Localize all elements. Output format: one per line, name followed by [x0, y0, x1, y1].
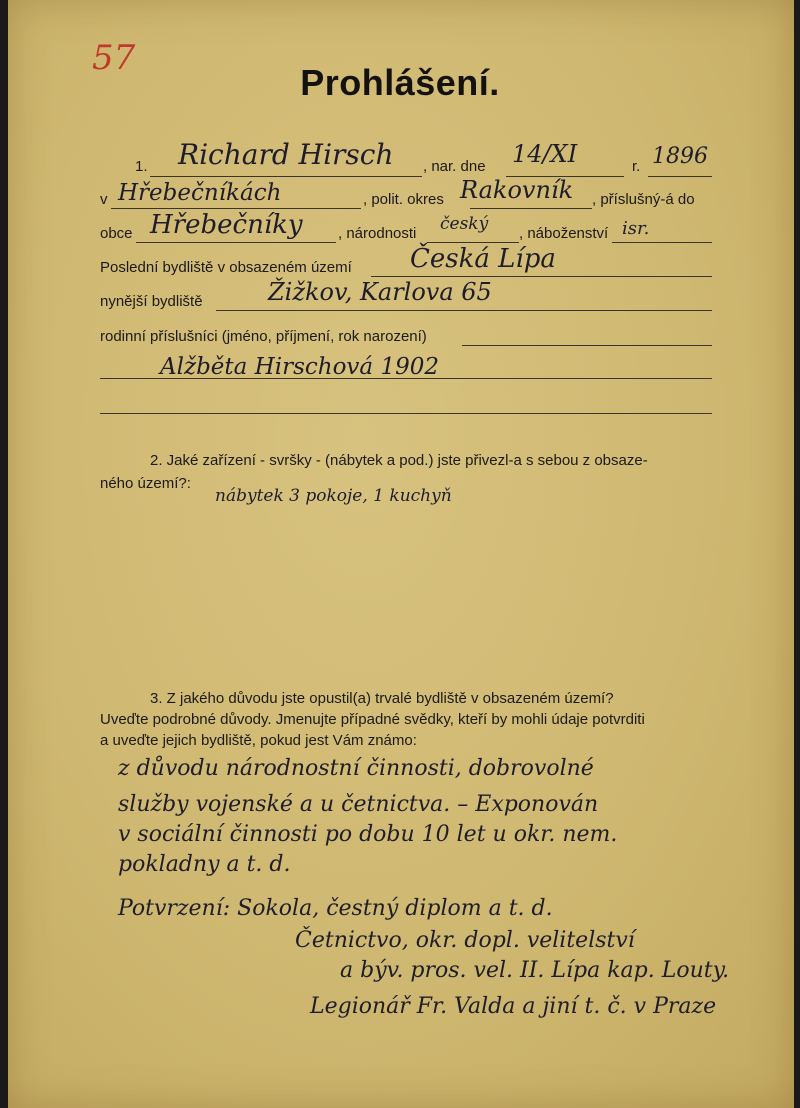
nabozenstvi-value: isr. — [622, 218, 650, 239]
section3-question-line2: Uveďte podrobné důvody. Jmenujte případné svědky, kteří by mohli údaje potvrditi — [100, 711, 645, 728]
section3-answer-line: v sociální činnosti po dobu 10 let u okr. nem. — [118, 822, 618, 847]
section3-confirm-line: Legionář Fr. Valda a jiní t. č. v Praze — [310, 994, 717, 1019]
posledni-line — [371, 276, 712, 277]
polit-okres-value: Rakovník — [460, 176, 574, 204]
name-line — [150, 176, 422, 177]
polit-okres-line — [470, 208, 592, 209]
section3-answer-line: služby vojenské a u četnictva. – Exponován — [118, 792, 599, 817]
r-label: r. — [632, 158, 641, 175]
section2-question-line2: ného území?: — [100, 475, 191, 492]
nabozenstvi-line — [612, 242, 712, 243]
rodinni-label: rodinní příslušníci (jméno, příjmení, rok narození) — [100, 328, 427, 345]
posledni-label: Poslední bydliště v obsazeném území — [100, 259, 352, 276]
rodinni-value: Alžběta Hirschová 1902 — [160, 354, 439, 380]
narodnosti-value: český — [440, 214, 489, 234]
obce-line — [136, 242, 336, 243]
obce-value: Hřebečníky — [150, 210, 303, 240]
v-line — [111, 208, 361, 209]
narodnosti-line — [427, 242, 519, 243]
obce-label: obce — [100, 225, 133, 242]
polit-okres-label: , polit. okres — [363, 191, 444, 208]
nar-dne-label: , nar. dne — [423, 158, 486, 175]
name-value: Richard Hirsch — [178, 138, 394, 171]
r-line — [648, 176, 712, 177]
section2-question-line1: 2. Jaké zařízení - svršky - (nábytek a pod.) jste přivezl-a s sebou z obsaze- — [150, 452, 648, 469]
v-value: Hřebečníkách — [118, 180, 282, 206]
narodnosti-label: , národnosti — [338, 225, 417, 242]
nynejsi-line — [216, 310, 712, 311]
page-title: Prohlášení. — [300, 62, 500, 103]
nynejsi-value: Žižkov, Karlova 65 — [268, 278, 492, 306]
posledni-value: Česká Lípa — [410, 244, 556, 274]
section3-confirm-line: a býv. pros. vel. II. Lípa kap. Louty. — [340, 958, 730, 983]
section3-question-line1: 3. Z jakého důvodu jste opustil(a) trvalé bydliště v obsazeném území? — [150, 690, 614, 707]
nynejsi-label: nynější bydliště — [100, 293, 203, 310]
section3-confirm-line: Četnictvo, okr. dopl. velitelství — [295, 928, 635, 953]
section1-number: 1. — [135, 158, 148, 175]
rodinni-line-3 — [100, 413, 712, 414]
section2-answer: nábytek 3 pokoje, 1 kuchyň — [215, 486, 452, 506]
section3-question-line3: a uveďte jejich bydliště, pokud jest Vám známo: — [100, 732, 417, 749]
r-value: 1896 — [652, 144, 708, 169]
v-label: v — [100, 191, 108, 208]
section3-answer-line: z důvodu národnostní činnosti, dobrovolné — [118, 756, 594, 781]
prislusny-label: , příslušný-á do — [592, 191, 695, 208]
page-mark-handwritten: 57 — [92, 38, 136, 78]
rodinni-line — [462, 345, 712, 346]
nabozenstvi-label: , náboženství — [519, 225, 609, 242]
nar-dne-value: 14/XI — [512, 140, 578, 168]
section3-confirm-line: Potvrzení: Sokola, čestný diplom a t. d. — [118, 896, 553, 921]
section3-answer-line: pokladny a t. d. — [118, 852, 291, 877]
